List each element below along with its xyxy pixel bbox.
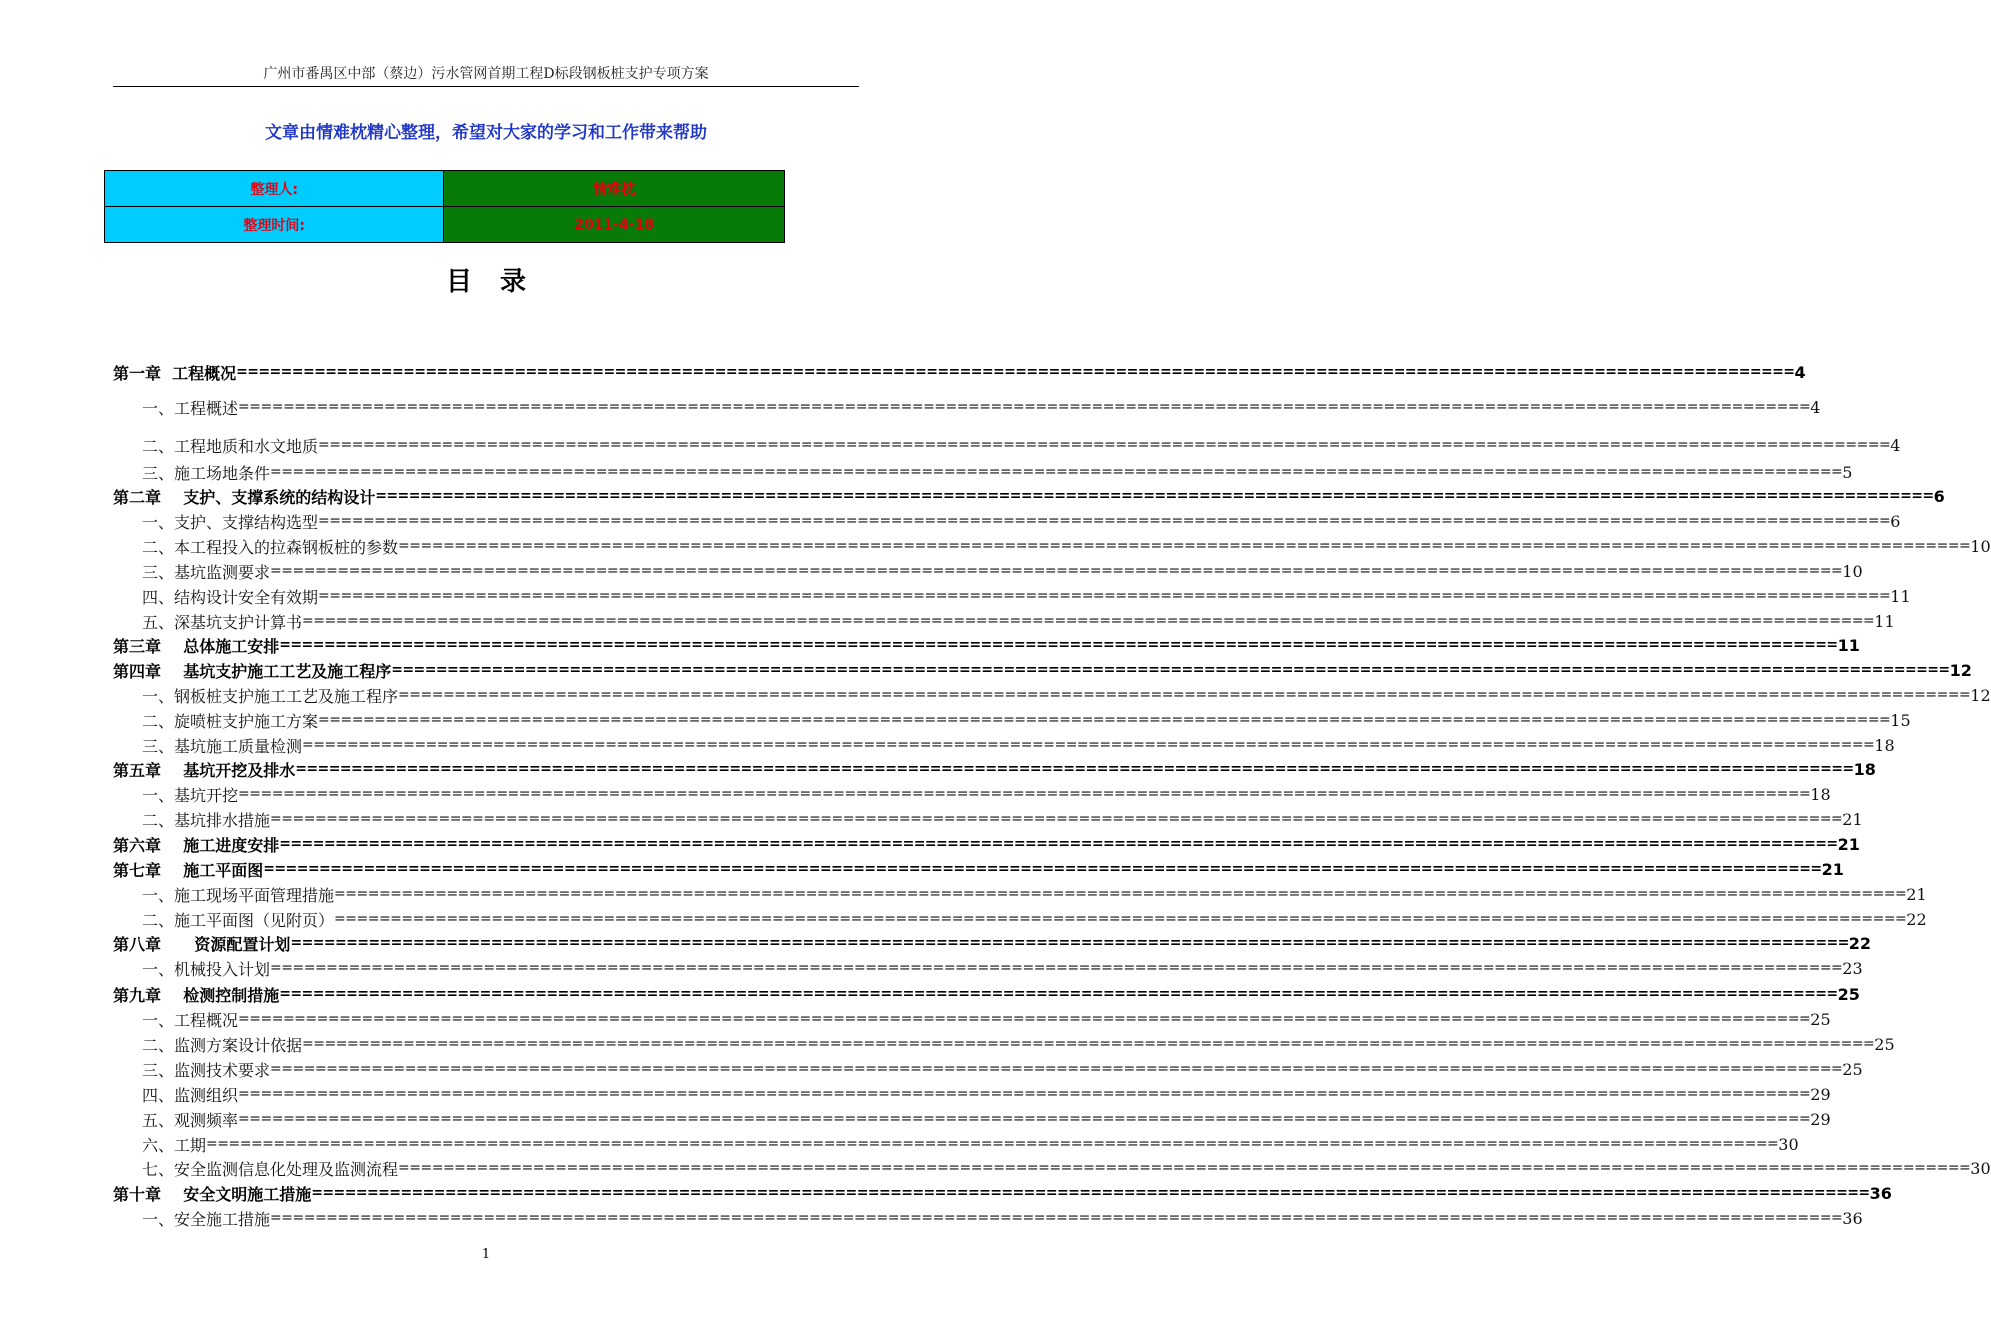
toc-page-number: 29 xyxy=(1810,1109,1831,1129)
toc-leader: ============================================================================================================================================ xyxy=(398,1160,1971,1176)
toc-page-number: 30 xyxy=(1970,1158,1991,1178)
toc-page-number: 25 xyxy=(1810,1009,1831,1029)
page-number: 1 xyxy=(481,1247,491,1262)
toc-leader: ============================================================================================================================================ xyxy=(270,811,1843,827)
toc-section-entry[interactable] xyxy=(113,1156,1991,1180)
toc-section-entry[interactable] xyxy=(113,534,1991,558)
toc-entry-text: 五、观测频率 xyxy=(142,1110,239,1130)
toc-leader: ============================================================================================================================================ xyxy=(263,861,1822,877)
toc-leader: ============================================================================================================================================ xyxy=(334,886,1907,902)
toc-entry-text: 三、基坑监测要求 xyxy=(142,562,271,582)
toc-section-entry[interactable] xyxy=(113,395,1821,419)
toc-leader: ============================================================================================================================================ xyxy=(206,1136,1779,1152)
toc-leader: ============================================================================================================================================ xyxy=(279,986,1838,1002)
toc-leader: ============================================================================================================================================ xyxy=(238,399,1811,415)
toc-page-number: 25 xyxy=(1837,984,1860,1004)
toc-entry-text: 一、工程概况 xyxy=(142,1010,239,1030)
toc-page-number: 21 xyxy=(1906,884,1927,904)
toc-section-entry[interactable] xyxy=(113,882,1927,906)
toc-page-number: 6 xyxy=(1890,511,1901,531)
toc-chapter-entry[interactable] xyxy=(113,360,1806,384)
toc-leader: ============================================================================================================================================ xyxy=(318,712,1891,728)
toc-page-number: 15 xyxy=(1890,710,1911,730)
toc-page-number: 11 xyxy=(1874,611,1895,631)
toc-page-number: 25 xyxy=(1874,1034,1895,1054)
toc-page-number: 36 xyxy=(1869,1183,1892,1203)
toc-page-number: 12 xyxy=(1949,660,1972,680)
toc-chapter-entry[interactable] xyxy=(113,658,1972,682)
toc-entry-text: 第四章 基坑支护施工工艺及施工程序 xyxy=(113,661,392,681)
toc-leader: ============================================================================================================================================ xyxy=(318,513,1891,529)
toc-leader: ============================================================================================================================================ xyxy=(302,1036,1875,1052)
toc-section-entry[interactable] xyxy=(113,559,1863,583)
toc-section-entry[interactable] xyxy=(113,509,1901,533)
toc-section-entry[interactable] xyxy=(113,807,1863,831)
toc-leader: ============================================================================================================================================ xyxy=(238,786,1811,802)
toc-entry-text: 第六章 施工进度安排 xyxy=(113,835,280,855)
toc-entry-text: 四、监测组织 xyxy=(142,1085,239,1105)
toc-entry-text: 三、基坑施工质量检测 xyxy=(142,736,303,756)
toc-leader: ============================================================================================================================================ xyxy=(270,563,1843,579)
toc-section-entry[interactable] xyxy=(113,782,1831,806)
toc-entry-text: 二、本工程投入的拉森钢板桩的参数 xyxy=(142,537,399,557)
toc-leader: ============================================================================================================================================ xyxy=(375,488,1934,504)
toc-chapter-entry[interactable] xyxy=(113,931,1871,955)
toc-page-number: 25 xyxy=(1842,1059,1863,1079)
toc-entry-text: 二、基坑排水措施 xyxy=(142,810,271,830)
toc-leader: ============================================================================================================================================ xyxy=(270,960,1843,976)
toc-leader: ============================================================================================================================================ xyxy=(238,1111,1811,1127)
toc-page-number: 18 xyxy=(1853,759,1876,779)
toc-page-number: 5 xyxy=(1842,462,1853,482)
toc-chapter-entry[interactable] xyxy=(113,633,1860,657)
toc-leader: ============================================================================================================================================ xyxy=(318,437,1891,453)
toc-page-number: 18 xyxy=(1874,735,1895,755)
toc-section-entry[interactable] xyxy=(113,1032,1895,1056)
toc-page-number: 21 xyxy=(1821,859,1844,879)
toc-entry-text: 一、基坑开挖 xyxy=(142,785,239,805)
info-value: 情难枕 xyxy=(444,171,785,207)
toc-entry-text: 七、安全监测信息化处理及监测流程 xyxy=(142,1159,399,1179)
toc-leader: ============================================================================================================================================ xyxy=(279,836,1838,852)
toc-entry-text: 第七章 施工平面图 xyxy=(113,860,264,880)
toc-section-entry[interactable] xyxy=(113,683,1991,707)
toc-section-entry[interactable] xyxy=(113,433,1901,457)
info-row-date xyxy=(105,207,785,243)
info-value: 2011-4-18 xyxy=(444,207,785,243)
info-table xyxy=(104,170,785,243)
toc-leader: ============================================================================================================================================ xyxy=(238,1086,1811,1102)
header-rule xyxy=(113,86,859,87)
toc-entry-text: 第八章 资源配置计划 xyxy=(113,934,291,954)
toc-leader: ============================================================================================================================================ xyxy=(302,613,1875,629)
toc-section-entry[interactable] xyxy=(113,1107,1831,1131)
toc-leader: ============================================================================================================================================ xyxy=(302,737,1875,753)
toc-chapter-entry[interactable] xyxy=(113,857,1844,881)
toc-leader: ============================================================================================================================================ xyxy=(318,588,1891,604)
toc-entry-text: 五、深基坑支护计算书 xyxy=(142,612,303,632)
toc-section-entry[interactable] xyxy=(113,460,1853,484)
toc-entry-text: 三、监测技术要求 xyxy=(142,1060,271,1080)
toc-page-number: 6 xyxy=(1933,486,1945,506)
toc-leader: ============================================================================================================================================ xyxy=(270,1210,1843,1226)
toc-leader: ============================================================================================================================================ xyxy=(238,1011,1811,1027)
toc-chapter-entry[interactable] xyxy=(113,832,1860,856)
toc-page-number: 4 xyxy=(1794,362,1806,382)
toc-page-number: 10 xyxy=(1842,561,1863,581)
toc-chapter-entry[interactable] xyxy=(113,484,1945,508)
running-header: 广州市番禺区中部（蔡边）污水管网首期工程D标段钢板桩支护专项方案 xyxy=(263,66,709,82)
toc-entry-text: 一、支护、支撑结构选型 xyxy=(142,512,319,532)
toc-page-number: 21 xyxy=(1842,809,1863,829)
toc-page-number: 18 xyxy=(1810,784,1831,804)
toc-page-number: 36 xyxy=(1842,1208,1863,1228)
toc-chapter-entry[interactable] xyxy=(113,1181,1892,1205)
toc-entry-text: 第三章 总体施工安排 xyxy=(113,636,280,656)
toc-leader: ============================================================================================================================================ xyxy=(398,538,1971,554)
toc-leader: ============================================================================================================================================ xyxy=(311,1185,1870,1201)
toc-entry-text: 一、机械投入计划 xyxy=(142,959,271,979)
toc-section-entry[interactable] xyxy=(113,956,1863,980)
toc-entry-text: 二、监测方案设计依据 xyxy=(142,1035,303,1055)
toc-title: 目录 xyxy=(445,267,554,297)
toc-section-entry[interactable] xyxy=(113,907,1927,931)
toc-chapter-entry[interactable] xyxy=(113,757,1876,781)
toc-page-number: 30 xyxy=(1778,1134,1799,1154)
toc-entry-text: 第五章 基坑开挖及排水 xyxy=(113,760,296,780)
toc-page-number: 22 xyxy=(1848,933,1871,953)
toc-page-number: 21 xyxy=(1837,834,1860,854)
toc-leader: ============================================================================================================================================ xyxy=(398,687,1971,703)
toc-entry-text: 第十章 安全文明施工措施 xyxy=(113,1184,312,1204)
toc-page-number: 12 xyxy=(1970,685,1991,705)
toc-leader: ============================================================================================================================================ xyxy=(290,935,1849,951)
toc-entry-text: 三、施工场地条件 xyxy=(142,463,271,483)
info-label: 整理人: xyxy=(105,171,444,207)
toc-page-number: 22 xyxy=(1906,909,1927,929)
toc-page-number: 4 xyxy=(1810,397,1821,417)
toc-section-entry[interactable] xyxy=(113,1206,1863,1230)
toc-entry-text: 一、安全施工措施 xyxy=(142,1209,271,1229)
toc-section-entry[interactable] xyxy=(113,1132,1799,1156)
toc-leader: ============================================================================================================================================ xyxy=(236,364,1795,380)
toc-entry-text: 第二章 支护、支撑系统的结构设计 xyxy=(113,487,376,507)
toc-entry-text: 第九章 检测控制措施 xyxy=(113,985,280,1005)
toc-section-entry[interactable] xyxy=(113,1007,1831,1031)
toc-leader: ============================================================================================================================================ xyxy=(279,637,1838,653)
toc-section-entry[interactable] xyxy=(113,708,1911,732)
toc-entry-text: 一、工程概述 xyxy=(142,398,239,418)
toc-leader: ============================================================================================================================================ xyxy=(270,1061,1843,1077)
toc-section-entry[interactable] xyxy=(113,609,1895,633)
toc-entry-text: 一、施工现场平面管理措施 xyxy=(142,885,335,905)
banner-text: 文章由情难枕精心整理，希望对大家的学习和工作带来帮助 xyxy=(265,123,707,143)
info-row-organizer xyxy=(105,171,785,207)
toc-page-number: 10 xyxy=(1970,536,1991,556)
toc-entry-text: 四、结构设计安全有效期 xyxy=(142,587,319,607)
toc-page-number: 29 xyxy=(1810,1084,1831,1104)
toc-section-entry[interactable] xyxy=(113,584,1911,608)
toc-entry-text: 二、施工平面图（见附页） xyxy=(142,910,335,930)
toc-page-number: 11 xyxy=(1837,635,1860,655)
toc-chapter-entry[interactable] xyxy=(113,982,1860,1006)
toc-entry-text: 二、旋喷桩支护施工方案 xyxy=(142,711,319,731)
toc-page-number: 11 xyxy=(1890,586,1911,606)
toc-section-entry[interactable] xyxy=(113,1057,1863,1081)
toc-entry-text: 六、工期 xyxy=(142,1135,207,1155)
toc-entry-text: 二、工程地质和水文地质 xyxy=(142,436,319,456)
toc-leader: ============================================================================================================================================ xyxy=(295,761,1854,777)
toc-leader: ============================================================================================================================================ xyxy=(270,464,1843,480)
toc-entry-text: 一、钢板桩支护施工工艺及施工程序 xyxy=(142,686,399,706)
toc-page-number: 4 xyxy=(1890,435,1901,455)
toc-section-entry[interactable] xyxy=(113,1082,1831,1106)
toc-leader: ============================================================================================================================================ xyxy=(334,911,1907,927)
toc-page-number: 23 xyxy=(1842,958,1863,978)
toc-entry-text: 第一章 工程概况 xyxy=(113,363,237,383)
toc-section-entry[interactable] xyxy=(113,733,1895,757)
toc-leader: ============================================================================================================================================ xyxy=(391,662,1950,678)
info-label: 整理时间: xyxy=(105,207,444,243)
